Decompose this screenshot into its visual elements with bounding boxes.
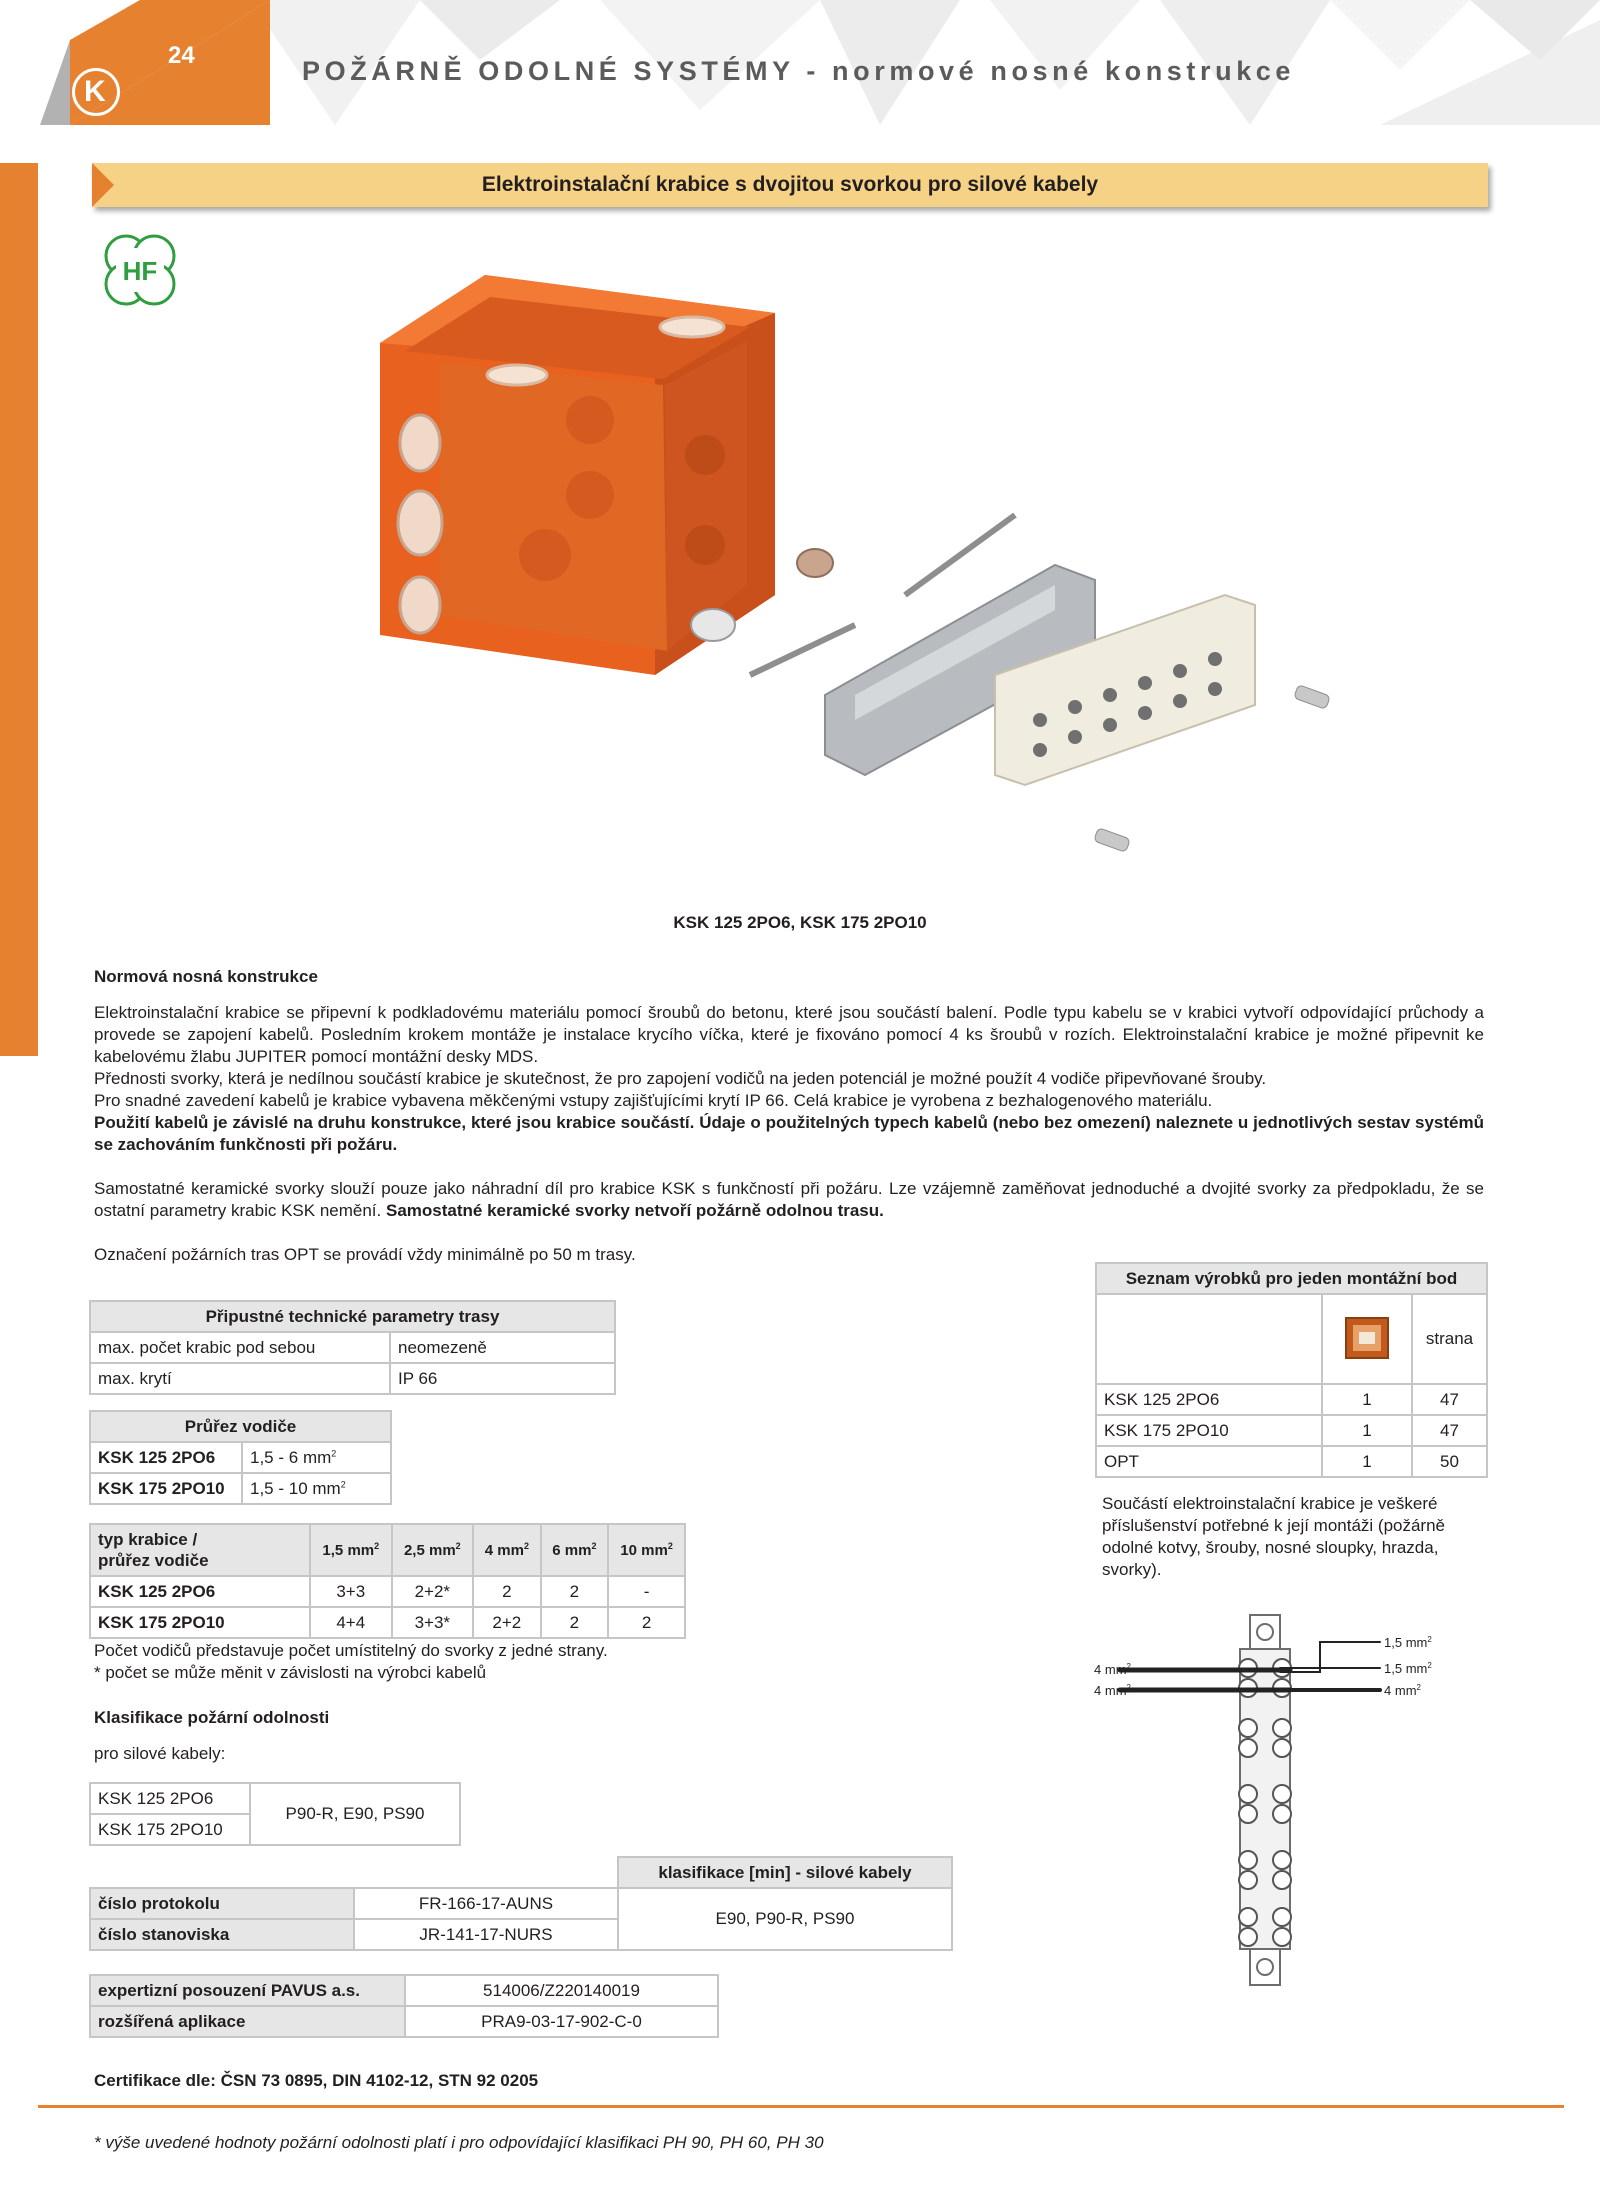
conductor-table xyxy=(89,1410,392,1505)
protocol-classification-value: E90, P90-R, PS90 xyxy=(618,1888,952,1950)
product-page-cell: 47 xyxy=(1412,1384,1487,1415)
section-title: Normová nosná konstrukce xyxy=(94,967,318,986)
description-block xyxy=(94,1002,1484,1156)
table-row xyxy=(90,1888,952,1919)
classification-title: Klasifikace požární odolnosti xyxy=(94,1708,330,1727)
param-value: IP 66 xyxy=(390,1363,615,1394)
protocol-number: JR-141-17-NURS xyxy=(354,1919,618,1950)
product-name-cell: KSK 125 2PO6 xyxy=(1096,1384,1322,1415)
box-type-cell: KSK 125 2PO6 xyxy=(90,1576,310,1607)
expert-value: PRA9-03-17-902-C-0 xyxy=(405,2006,718,2037)
protocol-label: číslo stanoviska xyxy=(90,1919,354,1950)
count-cell: 2 xyxy=(541,1607,609,1638)
page-header-title: POŽÁRNĚ ODOLNÉ SYSTÉMY - normové nosné konstrukce xyxy=(302,56,1296,86)
classification-subtitle: pro silové kabely: xyxy=(94,1744,226,1763)
products-table xyxy=(1095,1262,1488,1478)
product-qty-cell: 1 xyxy=(1322,1384,1412,1415)
classification-value: P90-R, E90, PS90 xyxy=(250,1783,460,1845)
expert-label: expertizní posouzení PAVUS a.s. xyxy=(90,1975,405,2006)
ceramic-terminal-paragraph xyxy=(94,1178,1484,1222)
product-page-cell: 50 xyxy=(1412,1446,1487,1477)
box-type-cell: KSK 175 2PO10 xyxy=(90,1814,250,1845)
protocol-label: číslo protokolu xyxy=(90,1888,354,1919)
products-table-title: Seznam výrobků pro jeden montážní bod xyxy=(1096,1263,1487,1294)
expert-value: 514006/Z220140019 xyxy=(405,1975,718,2006)
count-cell: 4+4 xyxy=(310,1607,392,1638)
table-row xyxy=(1096,1384,1487,1415)
right-wire-label: 1,5 $mm^2$ xyxy=(1384,1635,1432,1650)
box-type-cell: KSK 125 2PO6 xyxy=(90,1783,250,1814)
left-wire-label: 4 $mm^2$ xyxy=(1094,1662,1131,1677)
protocol-number: FR-166-17-AUNS xyxy=(354,1888,618,1919)
product-name-cell: KSK 175 2PO10 xyxy=(1096,1415,1322,1446)
table-row xyxy=(90,1607,685,1638)
accessories-note: Součástí elektroinstalační krabice je veškeré příslušenství potřebné k její montáži (požárně odolné kotvy, šrouby, nosné sloupky, hrazda, svorky). xyxy=(1102,1494,1446,1579)
count-cell: 2+2* xyxy=(392,1576,474,1607)
count-cell: - xyxy=(608,1576,685,1607)
table-row xyxy=(90,1363,615,1394)
conductor-range-cell: 1,5 - 6 $mm^2$ xyxy=(242,1442,391,1473)
expert-label: rozšířená aplikace xyxy=(90,2006,405,2037)
product-qty-cell: 1 xyxy=(1322,1415,1412,1446)
count-col-header: 6 $mm^2$ xyxy=(541,1524,609,1576)
description-paragraph: Elektroinstalační krabice se připevní k podkladovému materiálu pomocí šroubů do betonu, které jsou součástí balení. Podle typu kabelu se v krabici vytvoří odpovídající průchody a provede se zapojení kabelů. Posledním krokem montáže je instalace krycího víčka, které je fixováno pomocí 4 ks šroubů v rozích. Elektroinstalační krabice je možné připevnit ke kabelovému žlabu JUPITER pomocí montážní desky MDS. xyxy=(94,1003,1484,1066)
side-column-header: strana xyxy=(1412,1294,1487,1384)
right-wire-label: 4 $mm^2$ xyxy=(1384,1683,1421,1698)
params-table-title: Připustné technické parametry trasy xyxy=(90,1301,615,1332)
count-col-header: 10 $mm^2$ xyxy=(608,1524,685,1576)
box-type-cell: KSK 125 2PO6 xyxy=(90,1442,242,1473)
count-cell: 3+3 xyxy=(310,1576,392,1607)
count-col-header: 4 $mm^2$ xyxy=(473,1524,541,1576)
table-row xyxy=(90,1473,391,1504)
count-footnote: * počet se může měnit v závislosti na výrobci kabelů xyxy=(94,1663,487,1682)
protocol-table-head: klasifikace [min] - silové kabely xyxy=(618,1857,952,1888)
product-caption: KSK 125 2PO6, KSK 175 2PO10 xyxy=(673,913,927,932)
table-row xyxy=(90,1576,685,1607)
param-label: max. počet krabic pod sebou xyxy=(90,1332,390,1363)
count-cell: 2 xyxy=(473,1576,541,1607)
section-banner xyxy=(92,163,1488,207)
product-name-cell: OPT xyxy=(1096,1446,1322,1477)
count-cell: 2 xyxy=(608,1607,685,1638)
hf-clover-badge-icon xyxy=(98,230,182,312)
param-value: neomezeně xyxy=(390,1332,615,1363)
count-cell: 2 xyxy=(541,1576,609,1607)
table-row xyxy=(90,1783,460,1814)
count-note: Počet vodičů představuje počet umístitelný do svorky z jedné strany. xyxy=(94,1641,608,1660)
params-table xyxy=(89,1300,616,1395)
description-bold-paragraph: Použití kabelů je závislé na druhu konstrukce, které jsou krabice součástí. Údaje o použitelných typech kabelů (nebo bez omezení) naleznete u jednotlivých sestav systémů se zachováním funkčnosti při požáru. xyxy=(94,1113,1484,1154)
classification-table xyxy=(89,1782,461,1846)
description-paragraph: Přednosti svorky, která je nedílnou součástí krabice je skutečnost, že pro zapojení vodičů na jeden potenciál je možné použít 4 vodiče připevňované šrouby. xyxy=(94,1069,1267,1088)
certification-text: Certifikace dle: ČSN 73 0895, DIN 4102-12, STN 92 0205 xyxy=(94,2071,539,2090)
product-image xyxy=(295,255,1390,885)
description-paragraph: Pro snadné zavedení kabelů je krabice vybavena měkčenými vstupy zajišťujícími krytí IP 66. Celá krabice je vyrobena z bezhalogenového materiálu. xyxy=(94,1091,1213,1110)
logo-letter: K xyxy=(84,75,106,108)
conductor-table-title: Průřez vodiče xyxy=(90,1411,391,1442)
table-row xyxy=(90,1975,718,2006)
footer-divider xyxy=(38,2105,1564,2108)
table-row xyxy=(1096,1446,1487,1477)
page-number: 24 xyxy=(168,42,195,69)
hf-badge-label: HF xyxy=(122,256,158,286)
table-row xyxy=(90,1332,615,1363)
count-cell: 3+3* xyxy=(392,1607,474,1638)
ceramic-text: Samostatné keramické svorky slouží pouze jako náhradní díl pro krabice KSK s funkčností při požáru. Lze vzájemně zaměňovat jednoduché a dvojité svorky za předpokladu, že se ostatní parametry krabic KSK nemění. xyxy=(94,1179,1484,1220)
count-table-head-label: typ krabice / průřez vodiče xyxy=(90,1524,310,1576)
product-page-cell: 47 xyxy=(1412,1415,1487,1446)
table-row xyxy=(1096,1415,1487,1446)
param-label: max. krytí xyxy=(90,1363,390,1394)
table-row xyxy=(90,2006,718,2037)
footnote: * výše uvedené hodnoty požární odolnosti platí i pro odpovídající klasifikaci PH 90, PH 60, PH 30 xyxy=(94,2133,824,2152)
conductor-count-table xyxy=(89,1523,686,1639)
terminal-wiring-diagram xyxy=(1090,1612,1450,1992)
expert-table xyxy=(89,1974,719,2038)
banner-title: Elektroinstalační krabice s dvojitou svorkou pro silové kabely xyxy=(481,173,1099,196)
box-type-cell: KSK 175 2PO10 xyxy=(90,1473,242,1504)
count-col-header: 2,5 $mm^2$ xyxy=(392,1524,474,1576)
left-wire-label: 4 $mm^2$ xyxy=(1094,1683,1131,1698)
opt-marking-text: Označení požárních tras OPT se provádí vždy minimálně po 50 m trasy. xyxy=(94,1245,636,1264)
box-type-cell: KSK 175 2PO10 xyxy=(90,1607,310,1638)
count-col-header: 1,5 $mm^2$ xyxy=(310,1524,392,1576)
protocol-table xyxy=(89,1856,953,1951)
table-row xyxy=(90,1442,391,1473)
right-wire-label: 1,5 $mm^2$ xyxy=(1384,1661,1432,1676)
ceramic-bold-text: Samostatné keramické svorky netvoří požárně odolnou trasu. xyxy=(385,1201,884,1220)
product-qty-cell: 1 xyxy=(1322,1446,1412,1477)
box-thumbnail-icon xyxy=(1322,1294,1412,1384)
conductor-range-cell: 1,5 - 10 $mm^2$ xyxy=(242,1473,391,1504)
count-cell: 2+2 xyxy=(473,1607,541,1638)
